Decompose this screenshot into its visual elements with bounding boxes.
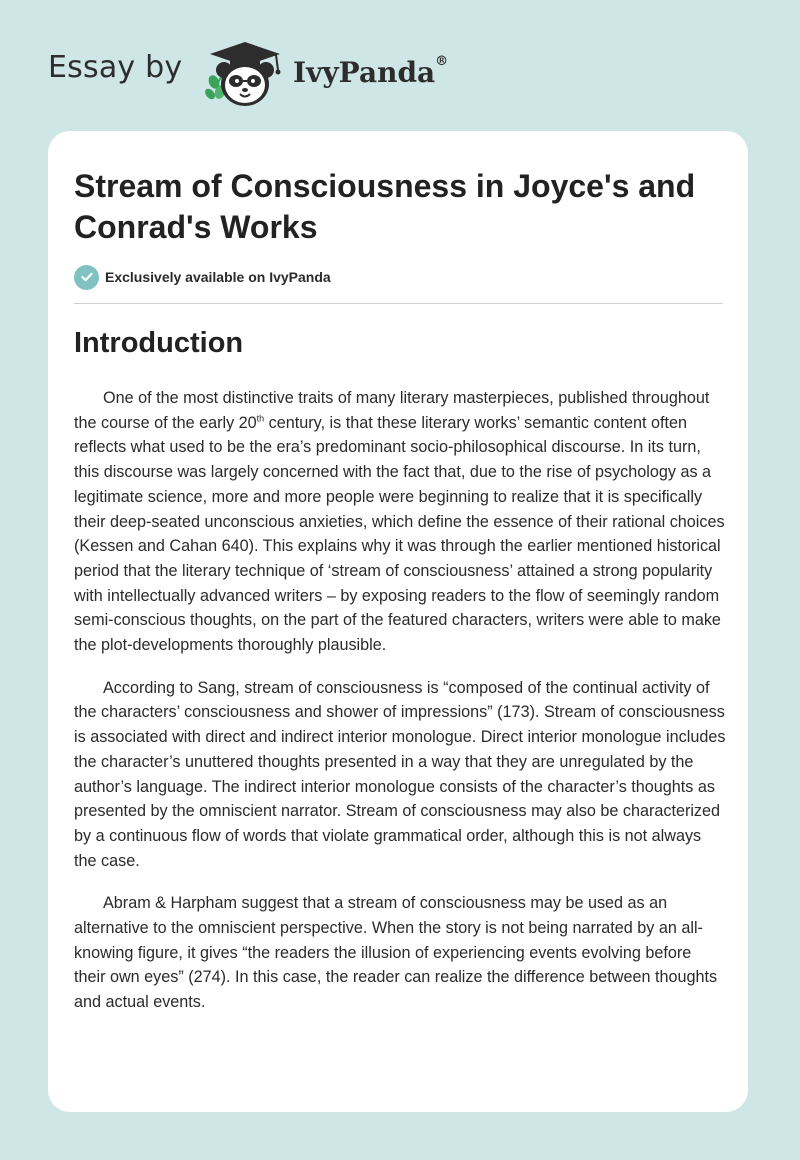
site-header [48, 36, 548, 108]
essay-card [48, 131, 748, 1112]
panda-graduate-logo-icon[interactable] [200, 36, 292, 108]
ordinal-suffix: th [256, 413, 265, 424]
brand-name [293, 56, 448, 89]
brand-name-text: IvyPanda [293, 56, 436, 89]
paragraph-1 [74, 386, 726, 658]
section-heading-introduction: Introduction [74, 327, 244, 359]
paragraph-3: Abram & Harpham suggest that a stream of consciousness may be used as an alternative to the omniscient perspective. When the story is not being narrated by an all-knowing figure, it gives “the readers the illusion of experiencing events evolving before their own eyes” (274). In this case, the reader can realize the difference between thoughts and actual events. [74, 894, 718, 1012]
paragraph-1-part-2: century, is that these literary works’ semantic content often reflects what used to be the era’s predominant socio-philosophical discourse. In its turn, this discourse was largely concerned with the fact that, due to the rise of psychology as a legitimate science, more and more people were beginning to realize that it is specifically their deep-seated unconscious anxieties, which define the essence of their rational choices (Kessen and Cahan 640). This explains why it was through the earlier mentioned historical period that the literary technique of ‘stream of consciousness’ attained a strong popularity with intellectually advanced writers – by exposing readers to the flow of seemingly random semi-conscious thoughts, on the part of the featured characters, writers were able to make the plot-developments thoroughly plausible. [74, 413, 725, 655]
paragraph-1-part-1: One of the most distinctive traits of many literary masterpieces, published throughout the course of the early 20 [74, 389, 710, 432]
registered-mark: ® [435, 54, 449, 69]
essay-by-label: Essay by [48, 50, 183, 85]
article-body [74, 386, 726, 1033]
page-title: Stream of Consciousness in Joyce's and Conrad's Works [74, 168, 696, 245]
exclusive-label: Exclusively available on IvyPanda [105, 269, 331, 285]
check-circle-icon [74, 265, 99, 290]
exclusive-badge [74, 264, 331, 290]
paragraph-2: According to Sang, stream of consciousness is “composed of the continual activity of the characters’ consciousness and shower of impressions” (173). Stream of consciousness is associated with direct and indirect interior monologue. Direct interior monologue includes the character’s unuttered thoughts presented in a way that they are unregulated by the author’s language. The indirect interior monologue consists of the character’s thoughts as presented by the omniscient narrator. Stream of consciousness may also be characterized by a continuous flow of words that violate grammatical order, although this is not always the case. [74, 678, 726, 870]
divider [74, 303, 723, 304]
